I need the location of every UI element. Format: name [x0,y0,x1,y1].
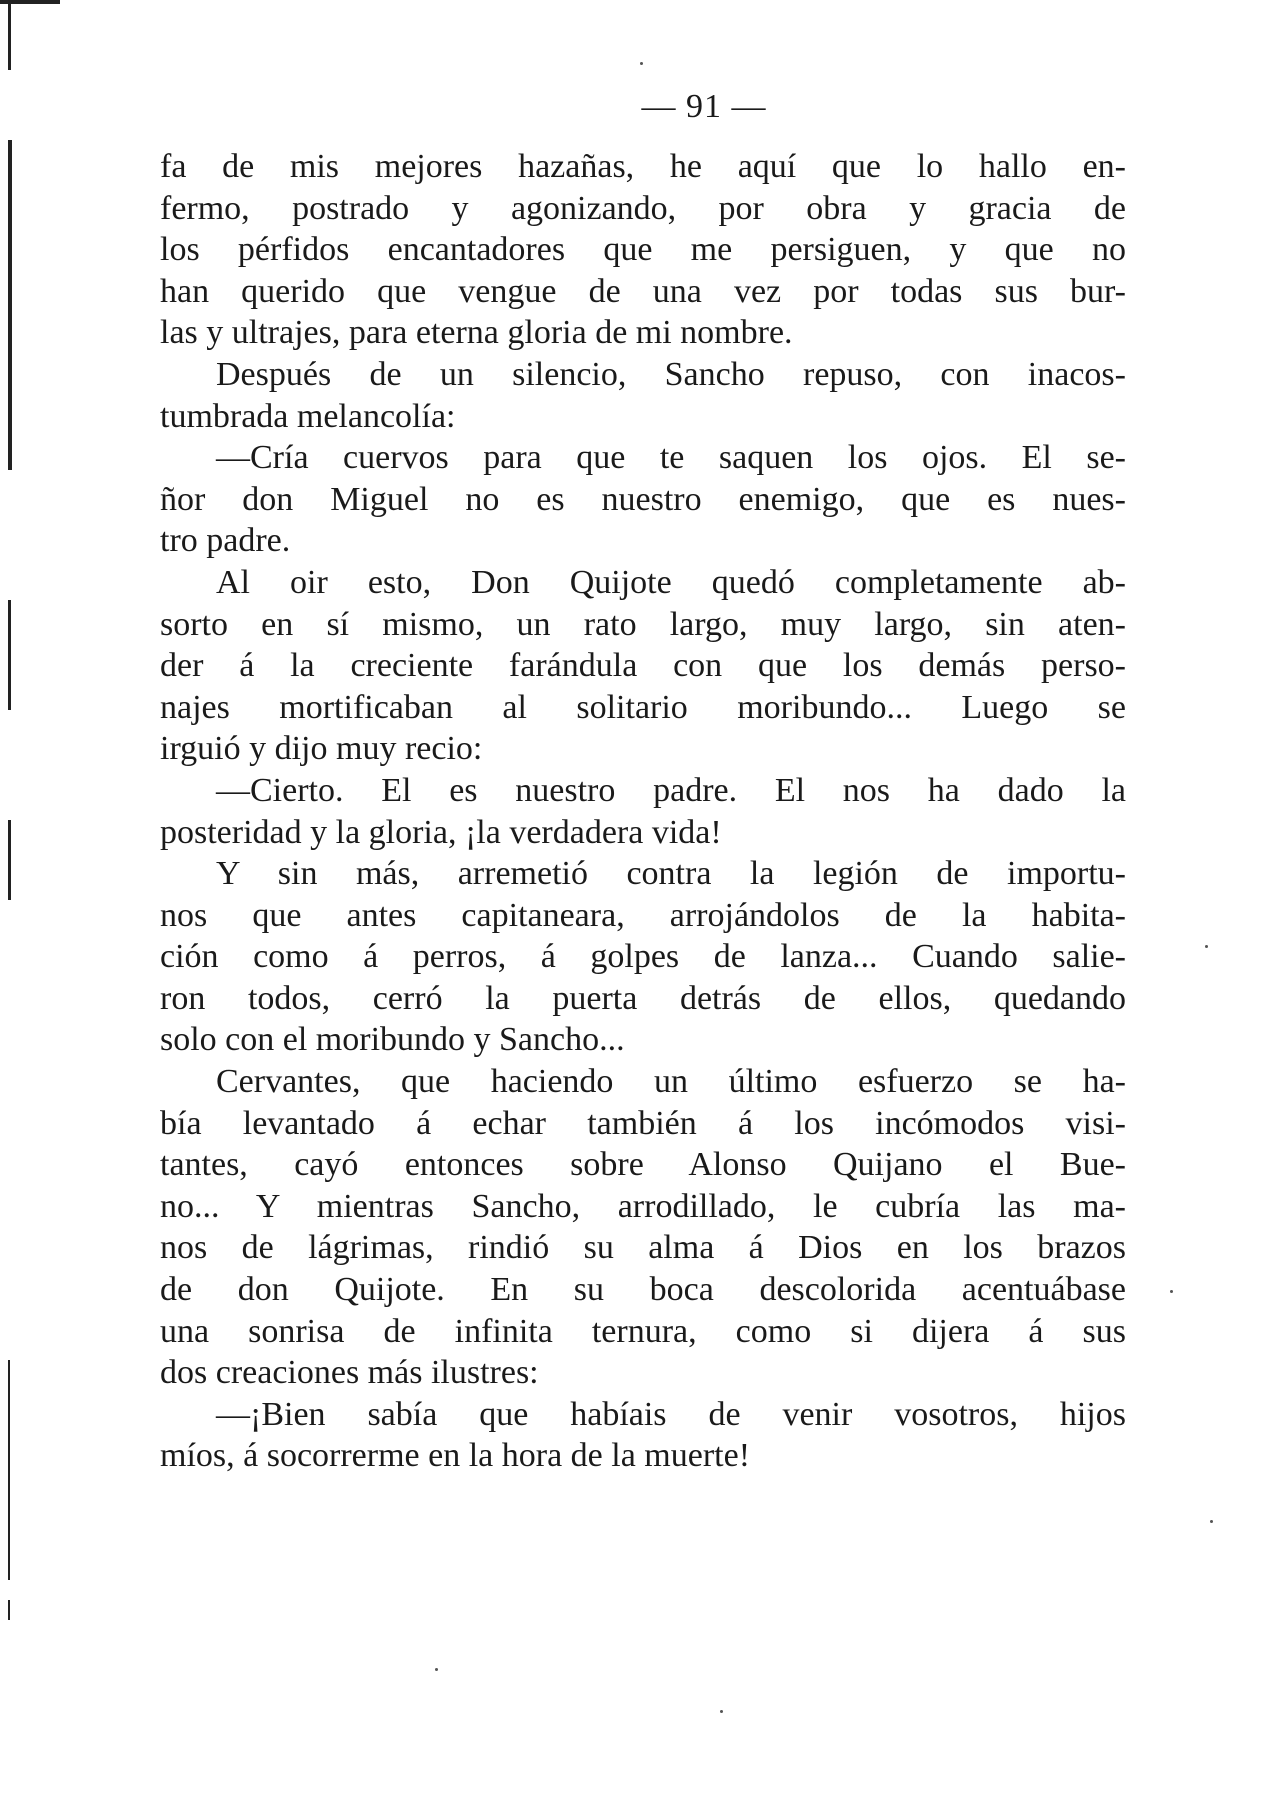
scan-speck [1170,1290,1173,1293]
scan-edge-left [8,0,14,1802]
text-line: fa de mis mejores hazañas, he aquí que lo hallo en- [160,148,1126,185]
text-line: tumbrada melancolía: [160,397,456,435]
text-line: —¡Bien sabía que habíais de venir vosotros, hijos [216,1395,1126,1433]
text-line: Después de un silencio, Sancho repuso, con inacos- [216,355,1126,393]
text-line: fermo, postrado y agonizando, por obra y gracia de [160,189,1126,227]
text-line: der á la creciente farándula con que los demás perso- [160,647,1126,685]
text-line: tro padre. [160,522,291,560]
text-line: ción como á perros, á golpes de lanza... Cuando salie- [160,938,1126,976]
text-line: dos creaciones más ilustres: [160,1354,539,1392]
text-line: posteridad y la gloria, ¡la verdadera vida! [160,813,722,851]
text-line: no... Y mientras Sancho, arrodillado, le cubría las ma- [160,1187,1126,1225]
text-line: han querido que vengue de una vez por todas sus bur- [160,272,1126,310]
text-line: tantes, cayó entonces sobre Alonso Quijano el Bue- [160,1146,1126,1184]
text-line: ñor don Miguel no es nuestro enemigo, que es nues- [160,480,1126,518]
text-line: —Cierto. El es nuestro padre. El nos ha dado la [216,771,1126,809]
text-line: sorto en sí mismo, un rato largo, muy largo, sin aten- [160,605,1126,643]
text-line: una sonrisa de infinita ternura, como si dijera á sus [160,1312,1126,1350]
page-number: — 91 — [641,88,767,125]
scan-speck [720,1710,723,1713]
text-line: Al oir esto, Don Quijote quedó completamente ab- [216,563,1126,601]
text-line: ron todos, cerró la puerta detrás de ellos, quedando [160,979,1126,1017]
text-line: míos, á socorrerme en la hora de la muerte! [160,1437,751,1475]
text-line: Cervantes, que haciendo un último esfuerzo se ha- [216,1063,1126,1101]
text-line: las y ultrajes, para eterna gloria de mi nombre. [160,314,793,352]
text-line: Y sin más, arremetió contra la legión de importu- [216,855,1126,893]
text-line: irguió y dijo muy recio: [160,730,483,768]
text-line: de don Quijote. En su boca descolorida acentuábase [160,1271,1126,1309]
text-line: bía levantado á echar también á los incómodos visi- [160,1104,1126,1142]
body-text [160,146,1126,1477]
text-line: nos de lágrimas, rindió su alma á Dios en los brazos [160,1229,1126,1267]
scan-speck [1205,945,1208,948]
text-line: los pérfidos encantadores que me persiguen, y que no [160,231,1126,269]
scan-speck [1210,1520,1213,1523]
text-line: —Cría cuervos para que te saquen los ojos. El se- [216,439,1126,477]
text-line: najes mortificaban al solitario moribundo... Luego se [160,688,1126,726]
text-line: solo con el moribundo y Sancho... [160,1021,625,1059]
scan-speck [435,1668,438,1671]
scan-speck [640,62,643,65]
text-line: nos que antes capitaneara, arrojándolos de la habita- [160,896,1126,934]
